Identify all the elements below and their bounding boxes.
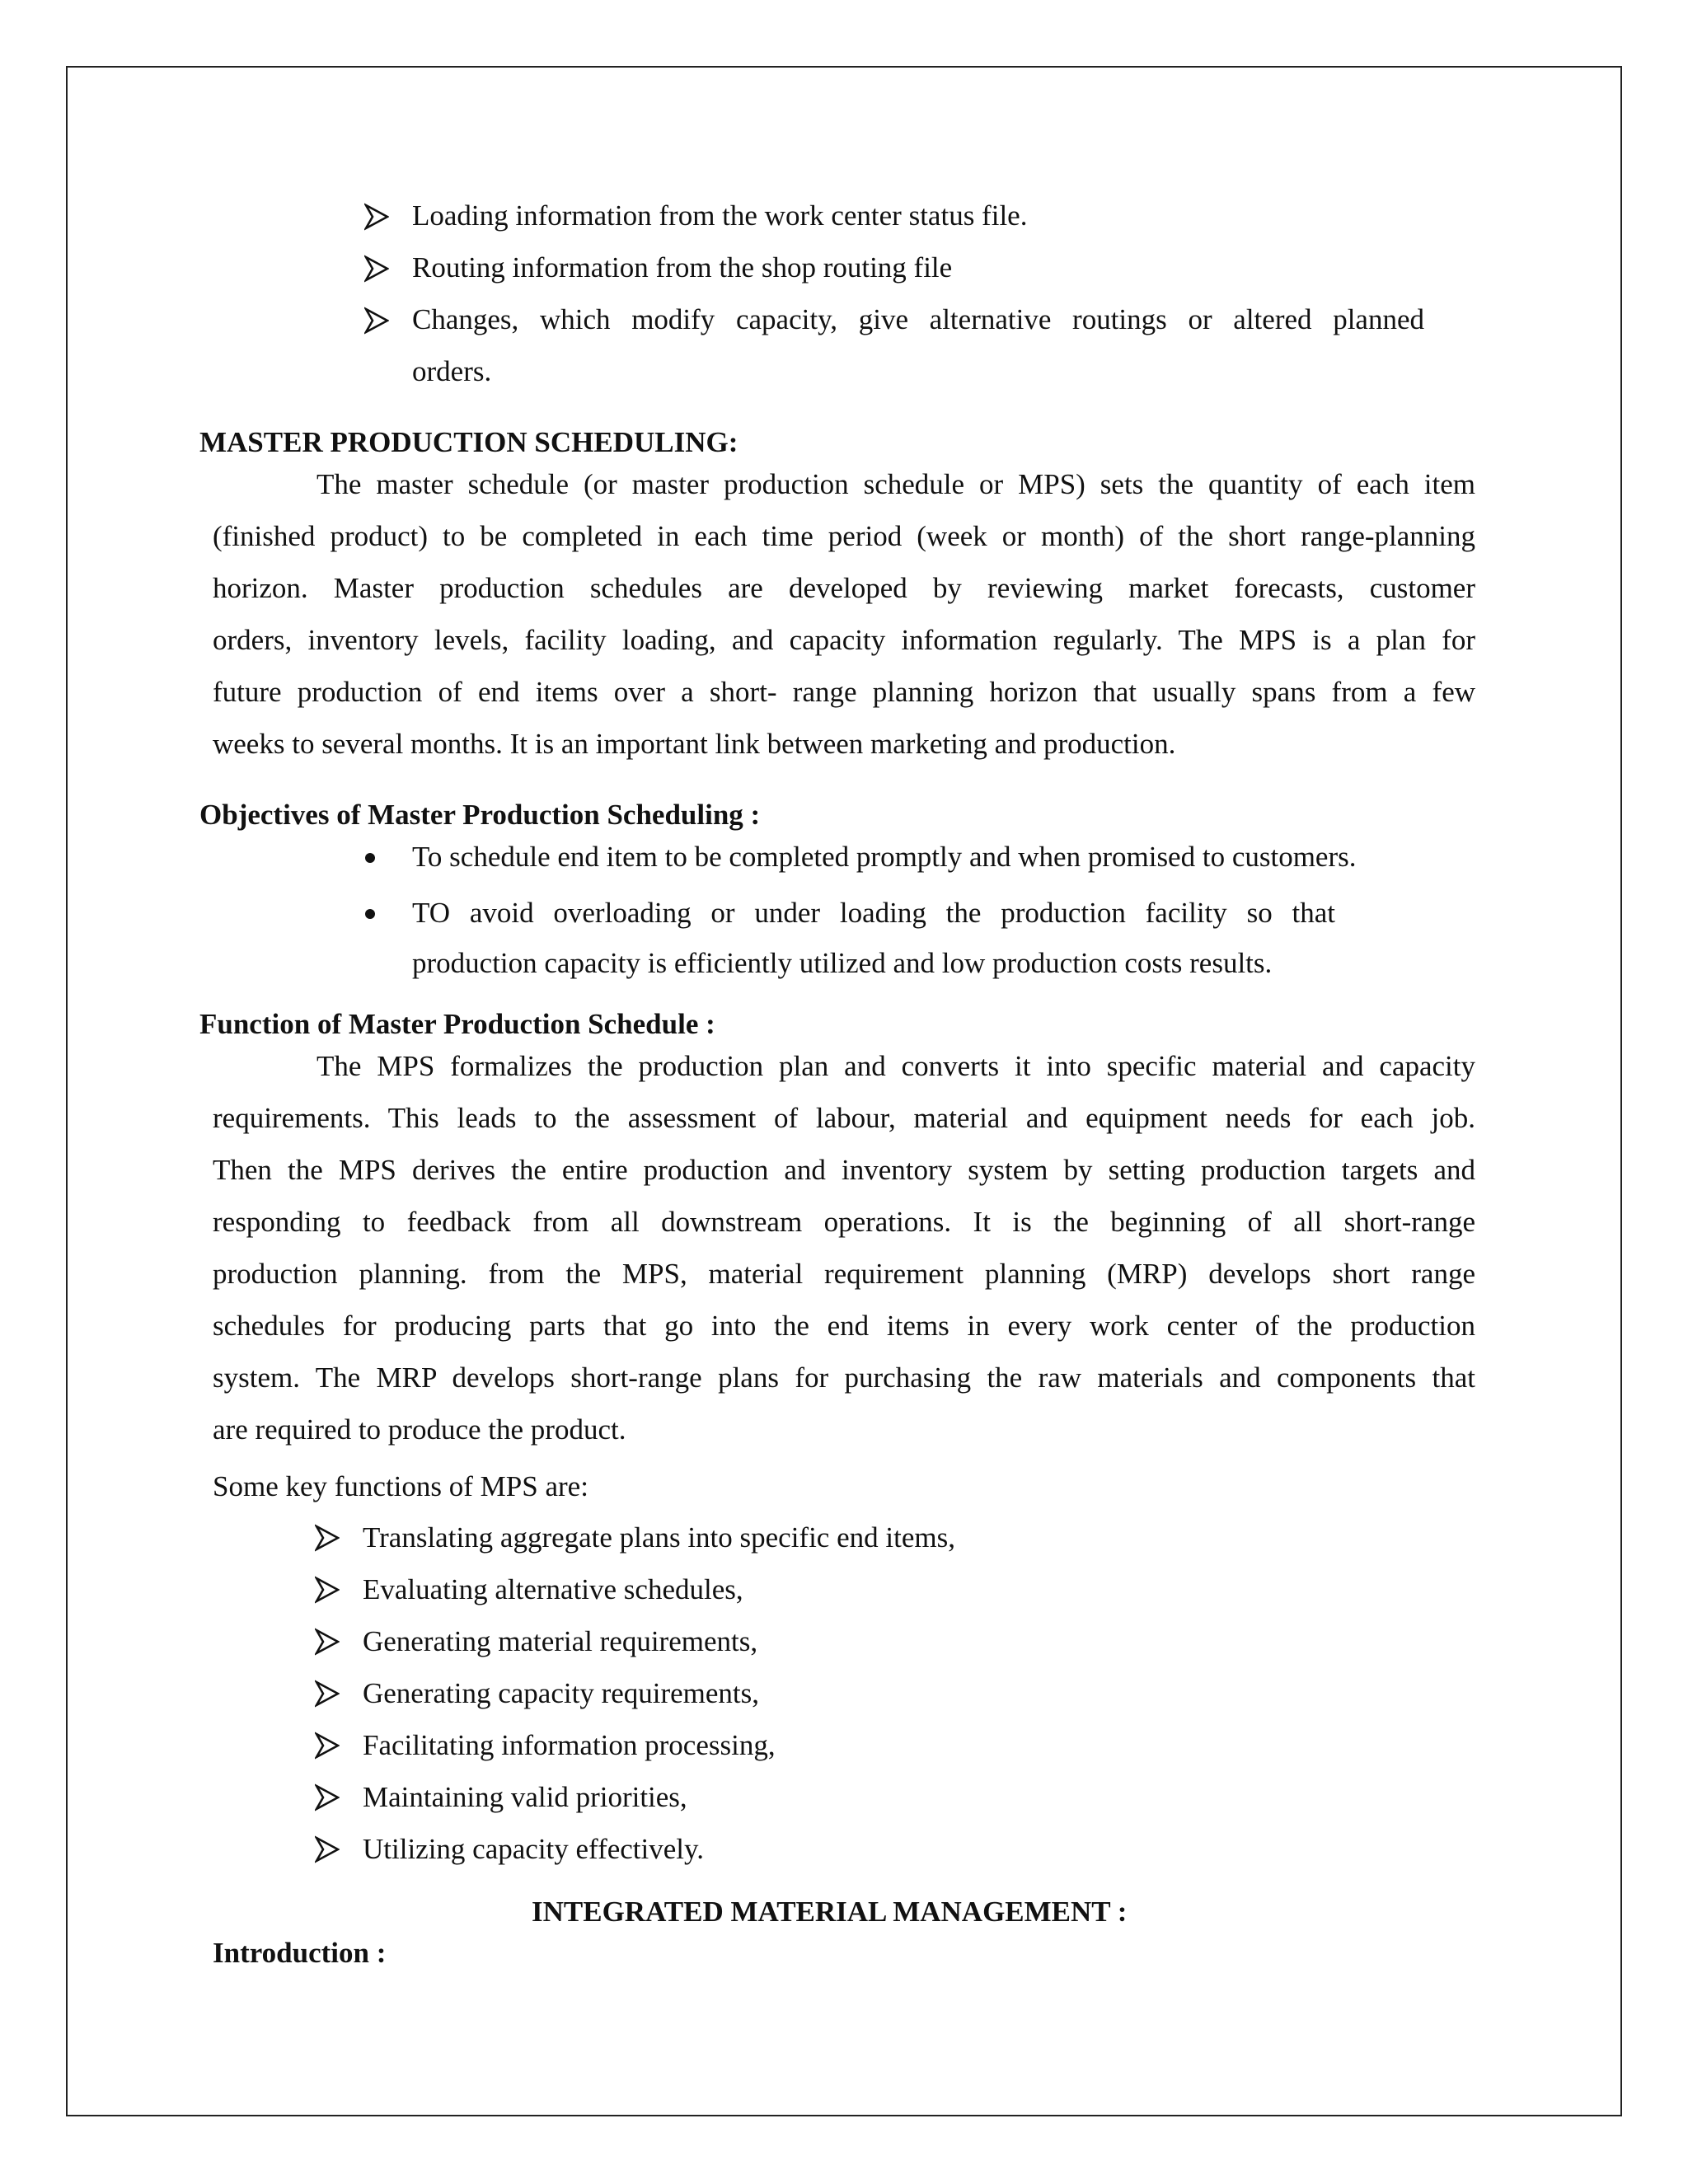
key-function-4: Generating capacity requirements, — [363, 1677, 760, 1709]
arrow-bullet-icon — [364, 203, 389, 231]
function-line-6: schedules for producing parts that go into the end items in every work center of the production — [213, 1310, 1475, 1342]
top-bullet-1: Loading information from the work center status file. — [412, 199, 1028, 232]
mps-line-3: horizon. Master production schedules are developed by reviewing market forecasts, customer — [213, 572, 1475, 604]
dot-bullet-icon — [365, 853, 375, 863]
function-line-7: system. The MRP develops short-range plans for purchasing the raw materials and components that — [213, 1361, 1475, 1394]
function-line-8: are required to produce the product. — [213, 1413, 626, 1446]
function-line-1: The MPS formalizes the production plan and converts it into specific material and capacity — [316, 1050, 1475, 1082]
key-function-3: Generating material requirements, — [363, 1625, 758, 1657]
key-function-6: Maintaining valid priorities, — [363, 1781, 687, 1813]
mps-line-2: (finished product) to be completed in each time period (week or month) of the short range-planning — [213, 520, 1475, 552]
key-functions-intro: Some key functions of MPS are: — [213, 1470, 588, 1502]
top-bullet-2: Routing information from the shop routing file — [412, 251, 953, 284]
objective-2-continuation: production capacity is efficiently utilized and low production costs results. — [412, 947, 1273, 979]
mps-paragraph — [213, 458, 1475, 770]
mps-line-6: weeks to several months. It is an important link between marketing and production. — [213, 728, 1176, 760]
top-bullet-3: Changes, which modify capacity, give alternative routings or altered planned — [412, 303, 1424, 335]
arrow-bullet-icon — [364, 255, 389, 283]
key-function-2: Evaluating alternative schedules, — [363, 1573, 743, 1605]
imm-heading: INTEGRATED MATERIAL MANAGEMENT : — [532, 1896, 1128, 1928]
arrow-bullet-icon — [315, 1680, 340, 1708]
arrow-bullet-icon — [315, 1576, 340, 1604]
function-paragraph — [213, 1040, 1475, 1455]
objective-2: TO avoid overloading or under loading the production facility so that — [412, 897, 1335, 929]
key-function-5: Facilitating information processing, — [363, 1729, 776, 1761]
key-function-1: Translating aggregate plans into specific end items, — [363, 1521, 955, 1554]
function-line-2: requirements. This leads to the assessment of labour, material and equipment needs for each job. — [213, 1102, 1475, 1134]
mps-line-5: future production of end items over a short- range planning horizon that usually spans from a few — [213, 676, 1475, 708]
introduction-heading: Introduction : — [213, 1937, 387, 1969]
arrow-bullet-icon — [315, 1835, 340, 1863]
function-heading: Function of Master Production Schedule : — [199, 1008, 715, 1040]
mps-heading: MASTER PRODUCTION SCHEDULING: — [199, 426, 738, 458]
key-function-7: Utilizing capacity effectively. — [363, 1833, 704, 1865]
arrow-bullet-icon — [315, 1524, 340, 1552]
function-line-3: Then the MPS derives the entire production and inventory system by setting production targets and — [213, 1154, 1475, 1186]
function-line-5: production planning. from the MPS, material requirement planning (MRP) develops short range — [213, 1258, 1475, 1290]
top-bullet-3-continuation: orders. — [412, 355, 492, 387]
mps-line-1: The master schedule (or master production schedule or MPS) sets the quantity of each item — [316, 468, 1475, 500]
objectives-heading: Objectives of Master Production Scheduling : — [199, 799, 761, 831]
arrow-bullet-icon — [315, 1783, 340, 1811]
arrow-bullet-icon — [315, 1732, 340, 1760]
dot-bullet-icon — [365, 909, 375, 919]
mps-line-4: orders, inventory levels, facility loading, and capacity information regularly. The MPS is a plan for — [213, 624, 1475, 656]
function-line-4: responding to feedback from all downstream operations. It is the beginning of all short-range — [213, 1206, 1475, 1238]
arrow-bullet-icon — [315, 1628, 340, 1656]
objective-1: To schedule end item to be completed promptly and when promised to customers. — [412, 841, 1357, 873]
arrow-bullet-icon — [364, 307, 389, 335]
